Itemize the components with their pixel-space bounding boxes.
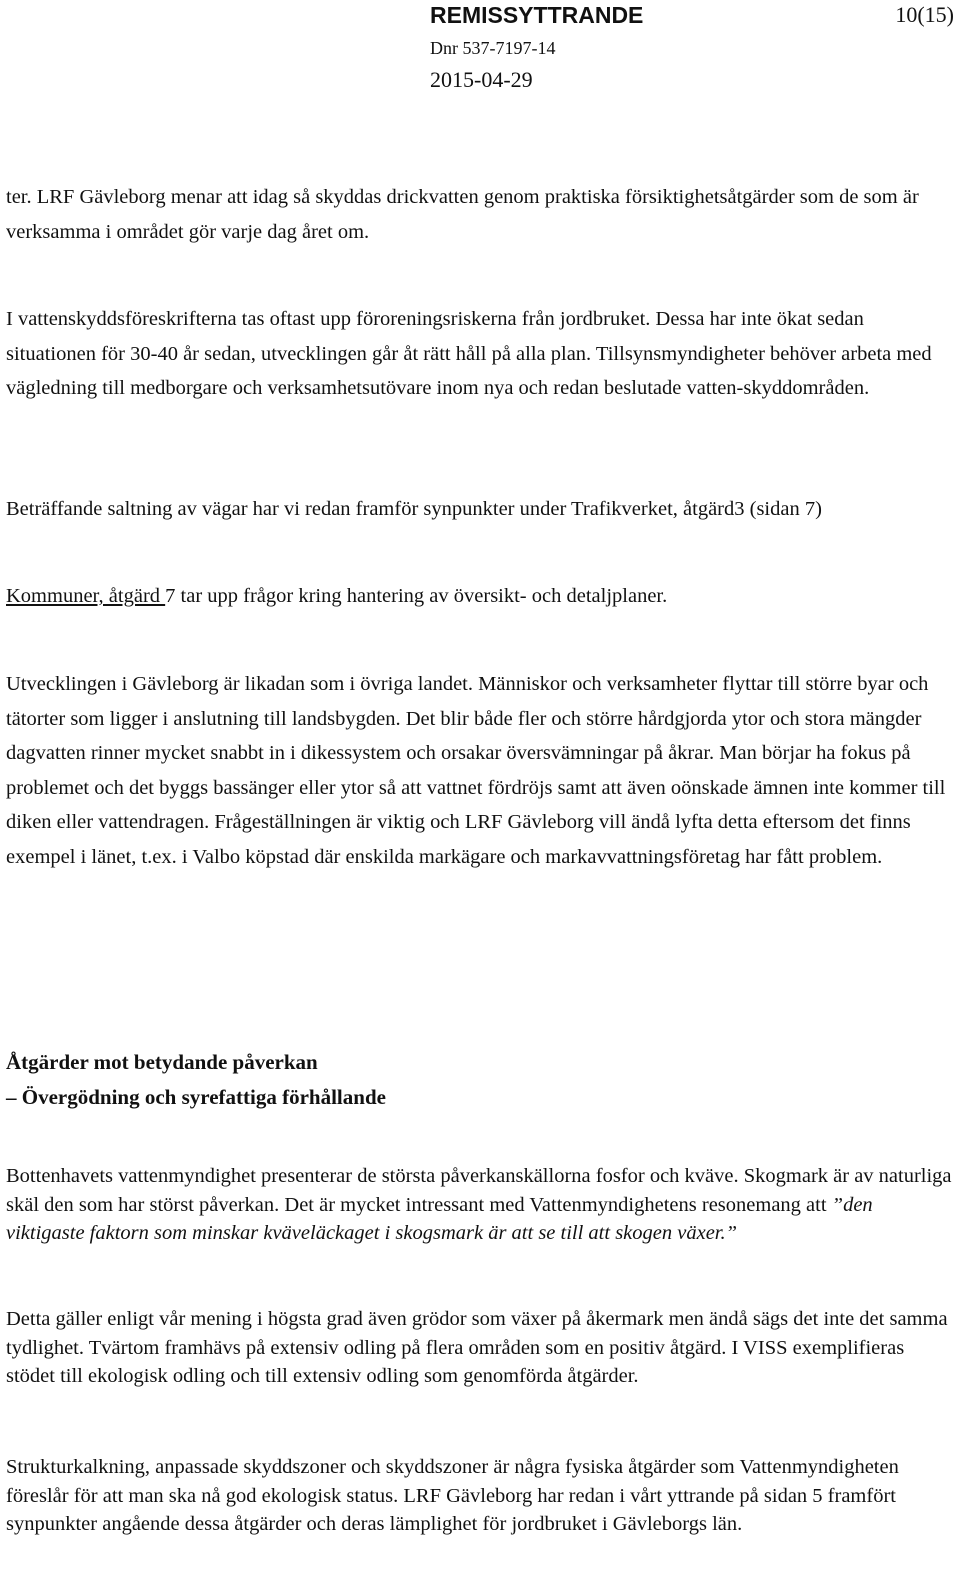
paragraph-nutrient-sources <box>6 1162 956 1248</box>
paragraph-drinking-water: ter. LRF Gävleborg menar att idag så skyddas drickvatten genom praktiska försiktighetsåtgärder som de som är verksamma i området gör varje dag året om. <box>6 186 919 243</box>
section-subheading: – Övergödning och syrefattiga förhållande <box>6 1085 386 1109</box>
document-date: 2015-04-29 <box>430 67 533 92</box>
section-heading: Åtgärder mot betydande påverkan <box>6 1050 318 1074</box>
registration-number: Dnr 537-7197-14 <box>430 38 556 58</box>
document-type: REMISSYTTRANDE <box>430 2 644 28</box>
municipalities-measure-link[interactable]: Kommuner, åtgärd <box>6 585 166 607</box>
paragraph-structural-liming: Strukturkalkning, anpassade skyddszoner och skyddszoner är några fysiska åtgärder som Vattenmyndigheten föreslår för att man ska nå god ekologisk status. LRF Gävleborg har redan i vårt yttrande på sidan 5 framfört synpunkter angående dessa åtgärder och deras lämplighet för jordbruket i Gävleborgs län. <box>6 1456 899 1536</box>
quoted-statement: ”den viktigaste faktorn som minskar kväveläckaget i skogsmark är att se till att skogen växer.” <box>6 1193 873 1245</box>
paragraph-municipalities <box>6 579 956 614</box>
paragraph-water-protection: I vattenskyddsföreskrifterna tas oftast upp föroreningsriskerna från jordbruket. Dessa har inte ökat sedan situationen för 30-40 år sedan, utvecklingen går åt rätt håll på alla plan. Tillsynsmyndigheter behöver arbeta med vägledning till medborgare och verksamhetsutövare inom nya och redan beslutade vatten-skyddområden. <box>6 308 932 399</box>
paragraph-development: Utvecklingen i Gävleborg är likadan som i övriga landet. Människor och verksamheter flyttar till större byar och tätorter som ligger i anslutning till landsbygden. Det blir både fler och större hårdgjorda ytor och stora mängder dagvatten rinner mycket snabbt in i dikessystem och orsakar översvämningar på åkrar. Man börjar ha fokus på problemet och det byggs bassänger eller ytor så att vattnet fördröjs samt att även oönskade ämnen inte kommer till diken eller vattendragen. Frågeställningen är viktig och LRF Gävleborg vill ändå lyfta detta eftersom det finns exempel i länet, t.ex. i Valbo köpstad där enskilda markägare och markavvattningsföretag har fått problem. <box>6 673 946 868</box>
paragraph-arable-land: Detta gäller enligt vår mening i högsta grad även grödor som växer på åkermark men ändå sägs det inte det samma tydlighet. Tvärtom framhävs på extensiv odling på flera områden som en positiv åtgärd. I VISS exemplifieras stödet till ekologisk odling och till extensiv odling som genomförda åtgärder. <box>6 1308 948 1388</box>
nutrient-sources-text: Bottenhavets vattenmyndighet presenterar de största påverkanskällorna fosfor och kväve. Skogmark är av naturliga skäl den som har störst påverkan. Det är mycket intressant med Vattenmyndighetens resonemang att <box>6 1165 952 1216</box>
page-number: 10(15) <box>895 2 954 27</box>
paragraph-road-salting: Beträffande saltning av vägar har vi redan framför synpunkter under Trafikverket, åtgärd3 (sidan 7) <box>6 498 822 520</box>
municipalities-text: 7 tar upp frågor kring hantering av översikt- och detaljplaner. <box>165 585 668 607</box>
